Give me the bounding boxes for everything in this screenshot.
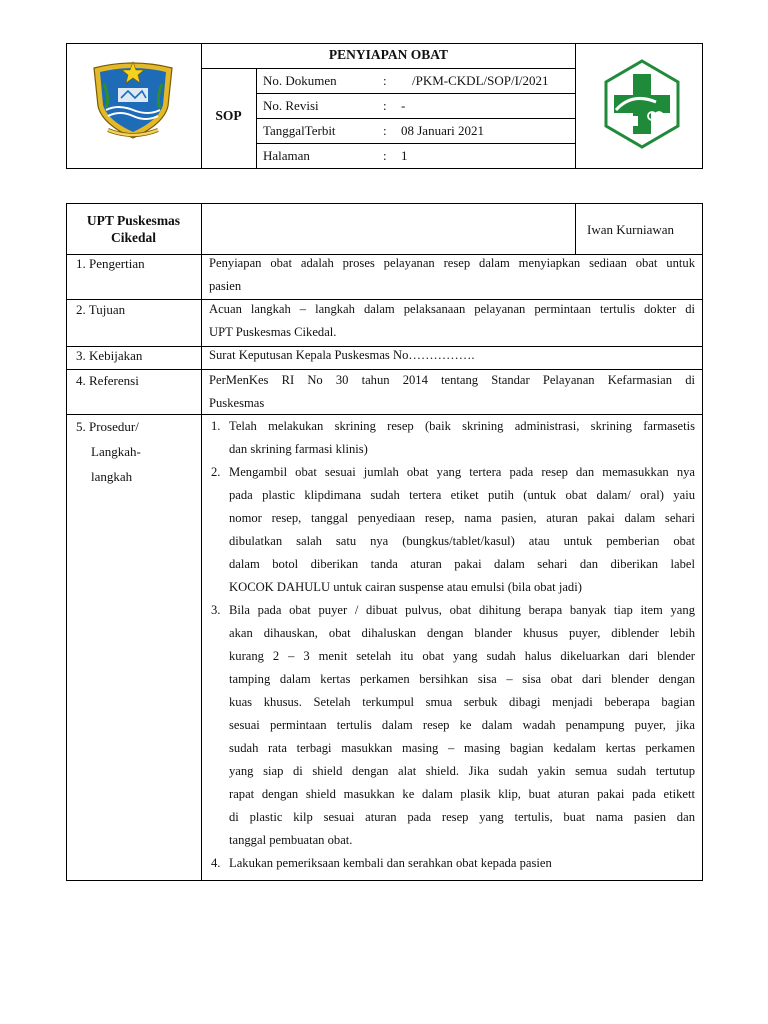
page-label: Halaman bbox=[263, 148, 310, 163]
issue-date-colon: : bbox=[383, 123, 387, 138]
signer-name: Iwan Kurniawan bbox=[587, 222, 674, 237]
text-line: dan skrining farmasi klinis) bbox=[229, 442, 368, 456]
green-cross-icon bbox=[602, 58, 682, 150]
tujuan-text bbox=[209, 298, 695, 344]
text-line: Telah melakukan skrining resep (baik skrining administrasi, skrining farmasetis bbox=[229, 419, 695, 433]
section-label-referensi: 4. Referensi bbox=[76, 373, 139, 388]
text-line: sudah rata terbagi masukkan masing – masing bagian kedalam kertas perkamen bbox=[229, 741, 695, 755]
text-line: pasien bbox=[209, 279, 242, 293]
text-line: Puskesmas bbox=[209, 396, 265, 410]
text-line: tamping dalam kertas perkamen bersihkan sisa – sisa obat dari blender dengan bbox=[229, 672, 695, 686]
org-name: Cikedal bbox=[110, 230, 156, 245]
section-label-prosedur: Langkah- bbox=[91, 444, 141, 459]
revision-value: - bbox=[401, 98, 406, 113]
revision-label: No. Revisi bbox=[263, 98, 319, 113]
crest-icon bbox=[88, 58, 178, 142]
text-line: pada plastic klipdimana sudah tertera etiket putih (untuk obat dalam/ oral) yaiu bbox=[229, 488, 695, 502]
header-divider bbox=[201, 68, 576, 69]
text-line: tanggal pembuatan obat. bbox=[229, 833, 353, 847]
text-line: dalam botol diberikan tanda aturan pakai dalam sehari dan diberikan label bbox=[229, 557, 695, 571]
step-number: 3. bbox=[211, 603, 221, 617]
pengertian-text bbox=[209, 252, 695, 298]
section-label-prosedur: langkah bbox=[91, 469, 133, 484]
step-text bbox=[229, 599, 695, 852]
header-divider bbox=[256, 93, 576, 94]
org-name: UPT Puskesmas bbox=[86, 213, 181, 228]
text-line: kuas khusus. Setelah terkumpul smua serbuk dibagi menjadi beberapa bagian bbox=[229, 695, 695, 709]
step-number: 2. bbox=[211, 465, 221, 479]
text-line: Penyiapan obat adalah proses pelayanan resep dalam menyiapkan sediaan obat untuk bbox=[209, 256, 695, 270]
text-line: sesuai permintaan tertulis dalam resep ke dalam wadah penampung puyer, jika bbox=[229, 718, 695, 732]
section-label-pengertian: 1. Pengertian bbox=[76, 256, 145, 271]
header-divider bbox=[256, 143, 576, 144]
text-line: nomor resep, tanggal penyediaan resep, nama pasien, aturan pakai dalam sehari bbox=[229, 511, 695, 525]
body-divider bbox=[201, 203, 202, 881]
text-line: di plastic kilp sesuai aturan pada resep yang tertulis, buat nama pasien dan bbox=[229, 810, 695, 824]
text-line: Bila pada obat puyer / dibuat pulvus, obat dihitung berapa banyak tiap item yang bbox=[229, 603, 695, 617]
header-divider bbox=[256, 118, 576, 119]
text-line: PerMenKes RI No 30 tahun 2014 tentang Standar Pelayanan Kefarmasian di bbox=[209, 373, 695, 387]
text-line: UPT Puskesmas Cikedal. bbox=[209, 325, 337, 339]
page-colon: : bbox=[383, 148, 387, 163]
document-title: PENYIAPAN OBAT bbox=[328, 47, 449, 62]
text-line: kurang 2 – 3 menit setelah itu obat yang sudah halus dikeluarkan dari blender bbox=[229, 649, 695, 663]
step-text bbox=[229, 852, 695, 875]
sop-label: SOP bbox=[215, 108, 242, 123]
kebijakan-text bbox=[209, 344, 695, 367]
step-text bbox=[229, 415, 695, 461]
text-line: Mengambil obat sesuai jumlah obat yang tertera pada resep dan memasukkan nya bbox=[229, 465, 695, 479]
text-line: Surat Keputusan Kepala Puskesmas No……………. bbox=[209, 348, 475, 362]
step-text bbox=[229, 461, 695, 599]
text-line: KOCOK DAHULU untuk cairan suspense atau emulsi (bila obat jadi) bbox=[229, 580, 582, 594]
text-line: dibulatkan salah satu nya (bungkus/tablet/kasul) atau untuk pemberian obat bbox=[229, 534, 695, 548]
section-label-kebijakan: 3. Kebijakan bbox=[76, 348, 143, 363]
body-divider bbox=[575, 203, 576, 254]
doc-number-label: No. Dokumen bbox=[263, 73, 337, 88]
text-line: rapat dengan shield masukkan ke dalam plasik klip, buat aturan pakai pada etikett bbox=[229, 787, 695, 801]
text-line: akan dihauskan, obat dihaluskan dengan blander khusus puyer, diblender lebih bbox=[229, 626, 695, 640]
section-label-tujuan: 2. Tujuan bbox=[76, 302, 126, 317]
text-line: Acuan langkah – langkah dalam pelaksanaan pelayanan permintaan tertulis dokter di bbox=[209, 302, 695, 316]
issue-date-value: 08 Januari 2021 bbox=[401, 123, 485, 138]
text-line: yang siap di shield dengan alat shield. Jika sudah yakin semua sudah tertutup bbox=[229, 764, 695, 778]
doc-number-colon: : bbox=[383, 73, 387, 88]
puskesmas-logo bbox=[602, 58, 682, 150]
page-value: 1 bbox=[401, 148, 408, 163]
revision-colon: : bbox=[383, 98, 387, 113]
section-label-prosedur: 5. Prosedur/ bbox=[76, 419, 139, 434]
regional-crest-logo bbox=[88, 58, 178, 142]
issue-date-label: TanggalTerbit bbox=[263, 123, 336, 138]
referensi-text bbox=[209, 369, 695, 415]
step-number: 4. bbox=[211, 856, 221, 870]
text-line: Lakukan pemeriksaan kembali dan serahkan obat kepada pasien bbox=[229, 856, 552, 870]
doc-number-value: /PKM-CKDL/SOP/I/2021 bbox=[412, 73, 549, 88]
step-number: 1. bbox=[211, 419, 221, 433]
